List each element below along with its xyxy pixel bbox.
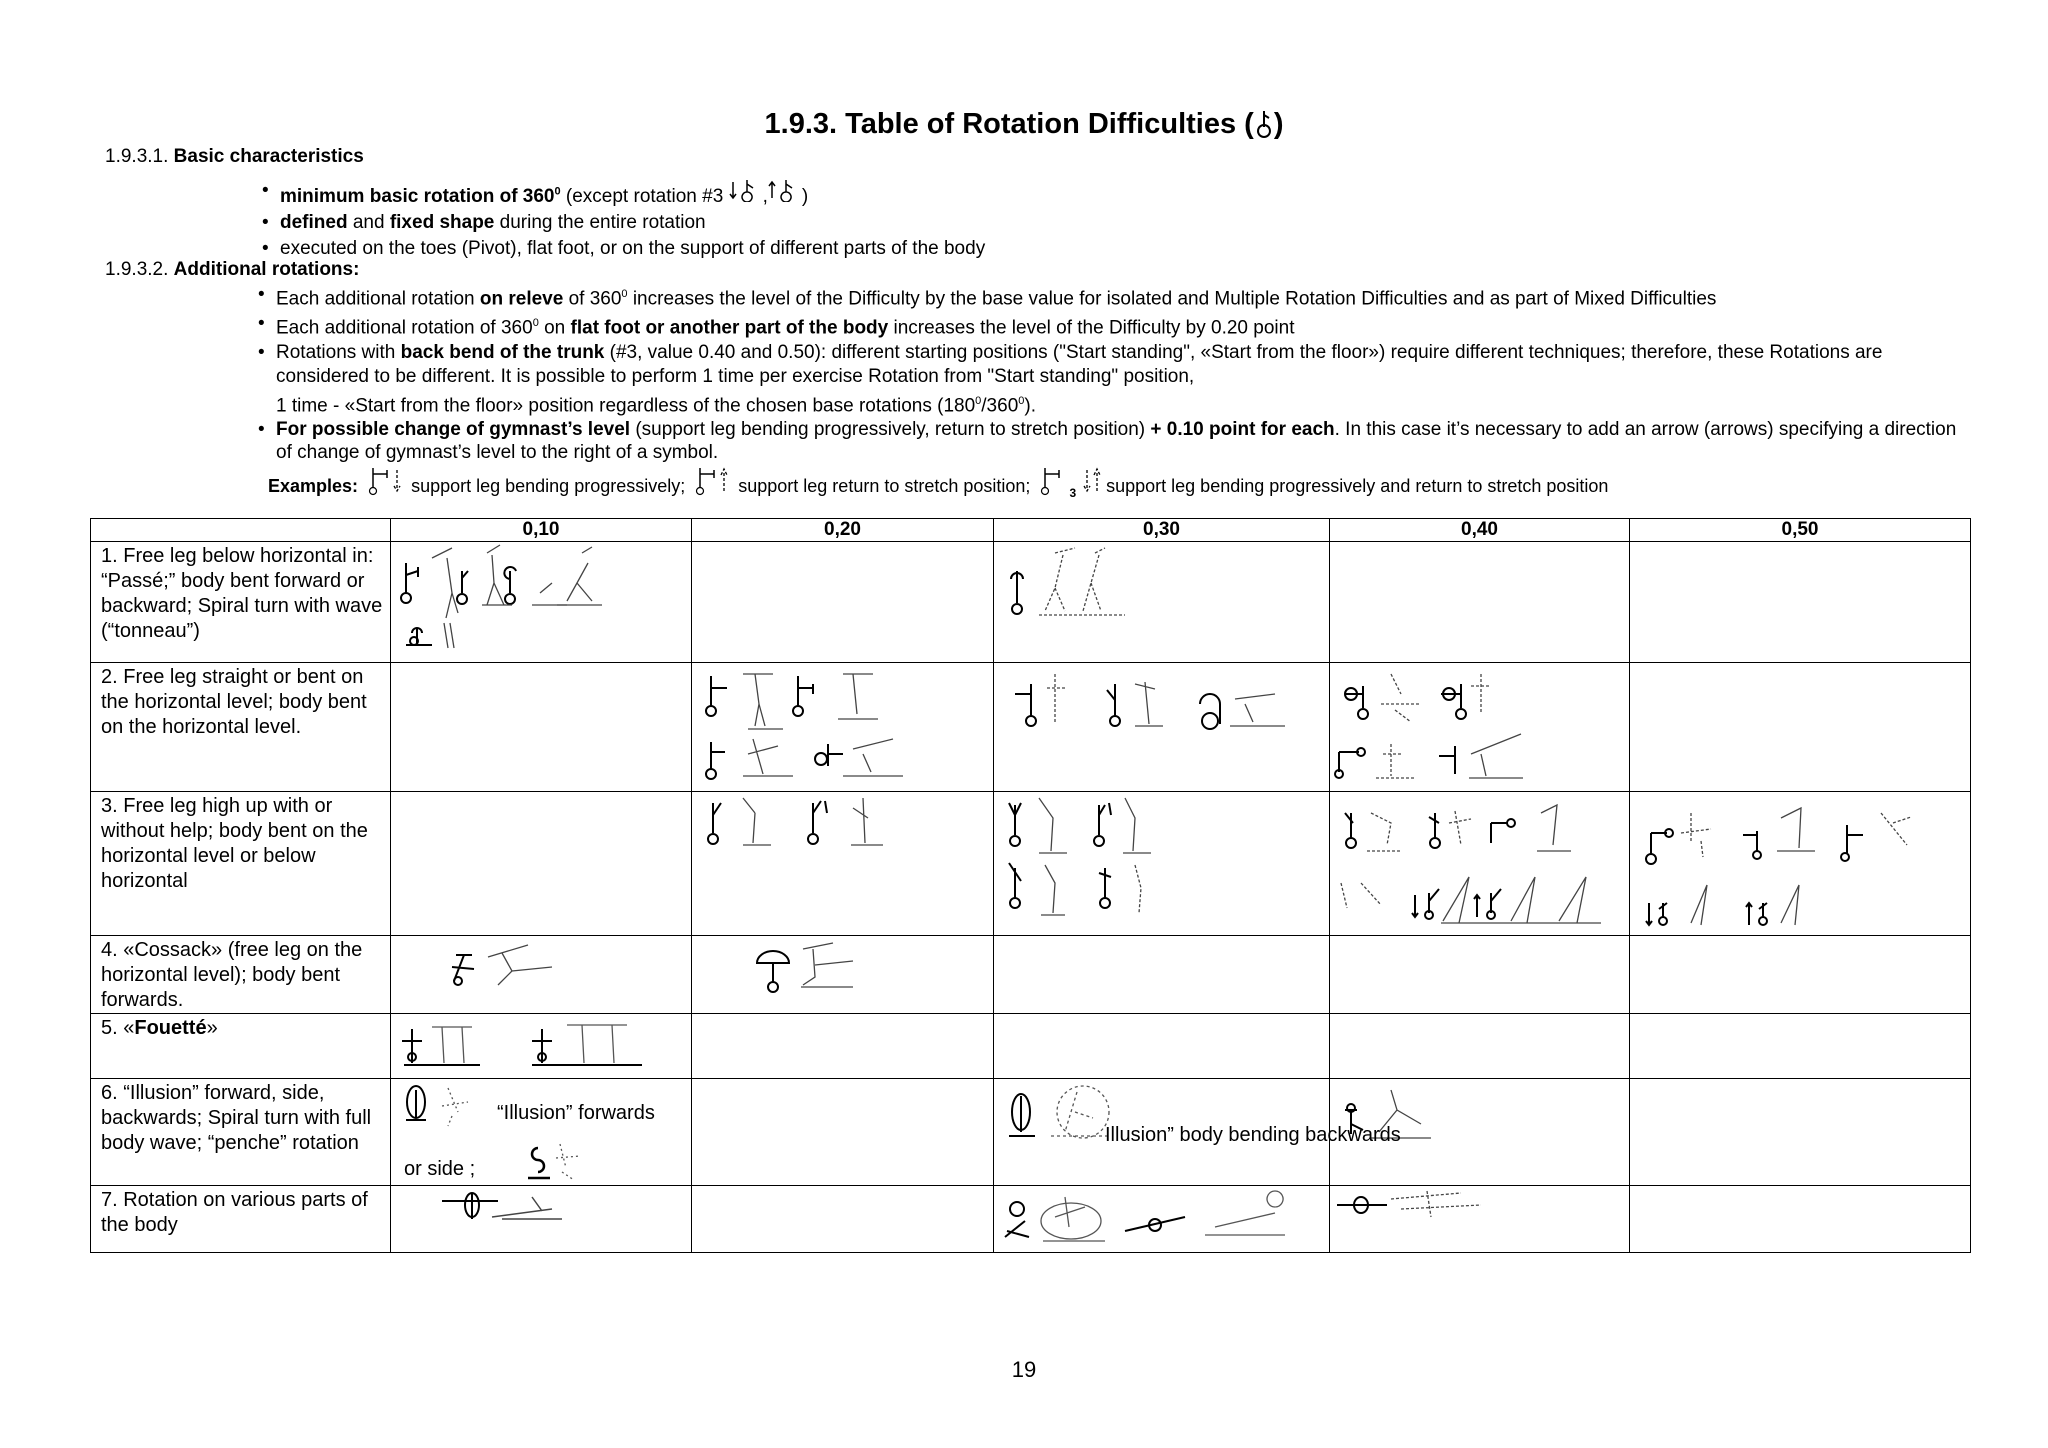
table-row bbox=[91, 1186, 1971, 1253]
table-cell-empty bbox=[1630, 1079, 1971, 1186]
table-cell bbox=[391, 1014, 692, 1079]
table-cell bbox=[391, 936, 692, 1014]
rotation-up-arrow-icon bbox=[768, 178, 802, 202]
gymnast-figures-icon bbox=[392, 1015, 652, 1071]
list-item: • minimum basic rotation of $360^0$ (except rotation #3 , ) bbox=[262, 178, 985, 210]
table-cell-empty bbox=[1630, 1186, 1971, 1253]
table-cell-empty bbox=[1330, 1014, 1630, 1079]
table-row bbox=[91, 1079, 1971, 1186]
row-label: 6. “Illusion” forward, side, backwards; Spiral turn with full body wave; “penche” rotation bbox=[91, 1079, 391, 1186]
gymnast-figures-icon bbox=[995, 1187, 1315, 1245]
gymnast-figures-icon bbox=[1331, 793, 1627, 928]
table-cell-empty bbox=[391, 663, 692, 792]
gymnast-figures-icon bbox=[1331, 664, 1531, 784]
table-cell bbox=[994, 1079, 1401, 1186]
table-header-row bbox=[91, 519, 1971, 542]
table-cell bbox=[1630, 792, 1971, 936]
cell-content: Illusion” body bending backwards bbox=[995, 1080, 1328, 1184]
table-cell bbox=[692, 792, 994, 936]
gymnast-figures-icon bbox=[1331, 1187, 1511, 1227]
header-cell: 0,50 bbox=[1630, 519, 1971, 542]
table-cell-empty bbox=[391, 792, 692, 936]
table-cell-empty bbox=[692, 1186, 994, 1253]
table-cell-empty bbox=[994, 1014, 1330, 1079]
header-cell-empty bbox=[91, 519, 391, 542]
gymnast-figures-icon bbox=[995, 543, 1135, 623]
header-cell: 0,20 bbox=[692, 519, 994, 542]
table-cell-empty bbox=[1630, 1014, 1971, 1079]
table-row bbox=[91, 1014, 1971, 1079]
row-label: 2. Free leg straight or bent on the horizontal level; body bent on the horizontal level. bbox=[91, 663, 391, 792]
table-cell bbox=[994, 792, 1330, 936]
table-cell-empty bbox=[692, 542, 994, 663]
table-cell bbox=[391, 1079, 692, 1186]
table-cell-empty bbox=[994, 936, 1330, 1014]
illusion-symbol-icon bbox=[402, 1082, 482, 1132]
list-item: • For possible change of gymnast’s level (support leg bending progressively, return to stretch position) + 0.10 point for each. In this case it’s necessary to add an arrow (arrows) specifying a direction of change of gymnast’s level to the right of a symbol. bbox=[258, 418, 1958, 464]
table-cell-empty bbox=[692, 1014, 994, 1079]
row-label: 3. Free leg high up with or without help; body bent on the horizontal level or below horizontal bbox=[91, 792, 391, 936]
table-cell bbox=[1330, 1186, 1630, 1253]
pivot-stretch-arrow-icon bbox=[694, 466, 734, 496]
header-cell: 0,30 bbox=[994, 519, 1330, 542]
page-title: 1.9.3. Table of Rotation Difficulties ( ) bbox=[764, 108, 1284, 140]
table-cell bbox=[391, 1186, 692, 1253]
list-item: • defined and fixed shape during the entire rotation bbox=[262, 210, 985, 236]
table-cell bbox=[1330, 792, 1630, 936]
table-cell bbox=[692, 936, 994, 1014]
gymnast-figures-icon bbox=[1631, 793, 1971, 928]
table-cell bbox=[391, 542, 692, 663]
table-row bbox=[91, 936, 1971, 1014]
basic-characteristics-list bbox=[262, 178, 985, 262]
rotation-symbol-icon bbox=[1254, 109, 1274, 139]
table-cell-empty bbox=[1630, 936, 1971, 1014]
header-cell: 0,40 bbox=[1330, 519, 1630, 542]
pivot-bend-arrow-icon bbox=[367, 466, 407, 496]
gymnast-figures-icon bbox=[995, 793, 1165, 923]
row-label: 4. «Cossack» (free leg on the horizontal level); body bent forwards. bbox=[91, 936, 391, 1014]
table-cell bbox=[994, 542, 1330, 663]
table-cell-empty bbox=[1630, 663, 1971, 792]
list-item: • Rotations with back bend of the trunk (#3, value 0.40 and 0.50): different starting positions ("Start standing", «Start from the floor») require different techniques; therefore, these Rotations are considered to be different. It is possible to perform 1 time per exercise Rotation from "Start standing" position, 1 time - «Start from the floor» position regardless of the chosen base rotations $(180^0/360^0)$. bbox=[258, 341, 1958, 418]
gymnast-figures-icon bbox=[392, 543, 652, 655]
table-cell bbox=[994, 663, 1330, 792]
table-row bbox=[91, 542, 1971, 663]
additional-rotations-list bbox=[258, 282, 1958, 464]
cell-content: “Illusion” forwards or side ; bbox=[392, 1080, 690, 1184]
gymnast-figures-icon bbox=[392, 937, 572, 997]
section-additional-heading: 1.9.3.2. Additional rotations: bbox=[105, 259, 360, 280]
gymnast-figures-icon bbox=[693, 793, 913, 853]
gymnast-figures-icon bbox=[995, 664, 1295, 744]
table-cell bbox=[994, 1186, 1330, 1253]
table-row bbox=[91, 663, 1971, 792]
table-cell-empty bbox=[692, 1079, 994, 1186]
table-cell-empty bbox=[1630, 542, 1971, 663]
page-number: 19 bbox=[1011, 1357, 1037, 1382]
list-item: • Each additional rotation of $360^0$ on flat foot or another part of the body increases the level of the Difficulty by 0.20 point bbox=[258, 311, 1958, 340]
header-cell: 0,10 bbox=[391, 519, 692, 542]
table-cell bbox=[1330, 663, 1630, 792]
gymnast-figures-icon bbox=[693, 664, 913, 784]
list-item: • executed on the toes (Pivot), flat foot, or on the support of different parts of the body bbox=[262, 236, 985, 262]
list-item: • Each additional rotation on releve of $360^0$ increases the level of the Difficulty by the base value for isolated and Multiple Rotation Difficulties and as part of Mixed Difficulties bbox=[258, 282, 1958, 311]
spiral-symbol-icon bbox=[520, 1138, 590, 1184]
table-cell bbox=[692, 663, 994, 792]
section-basic-heading: 1.9.3.1. Basic characteristics bbox=[105, 146, 364, 167]
table-row bbox=[91, 792, 1971, 936]
gymnast-figures-icon bbox=[693, 937, 873, 997]
table-cell-empty bbox=[1330, 542, 1630, 663]
examples-line: Examples: support leg bending progressively; support leg return to stretch position; $_3$ support leg bending progressively and return to stretch position bbox=[268, 466, 1608, 500]
rotation-difficulties-table bbox=[90, 518, 1971, 1253]
row-label: 5. «Fouetté» bbox=[91, 1014, 391, 1079]
gymnast-figures-icon bbox=[392, 1187, 612, 1227]
table-cell-empty bbox=[1330, 936, 1630, 1014]
rotation-down-arrow-icon bbox=[729, 178, 763, 202]
row-label: 7. Rotation on various parts of the body bbox=[91, 1186, 391, 1253]
row-label: 1. Free leg below horizontal in: “Passé;” body bent forward or backward; Spiral turn with wave (“tonneau”) bbox=[91, 542, 391, 663]
